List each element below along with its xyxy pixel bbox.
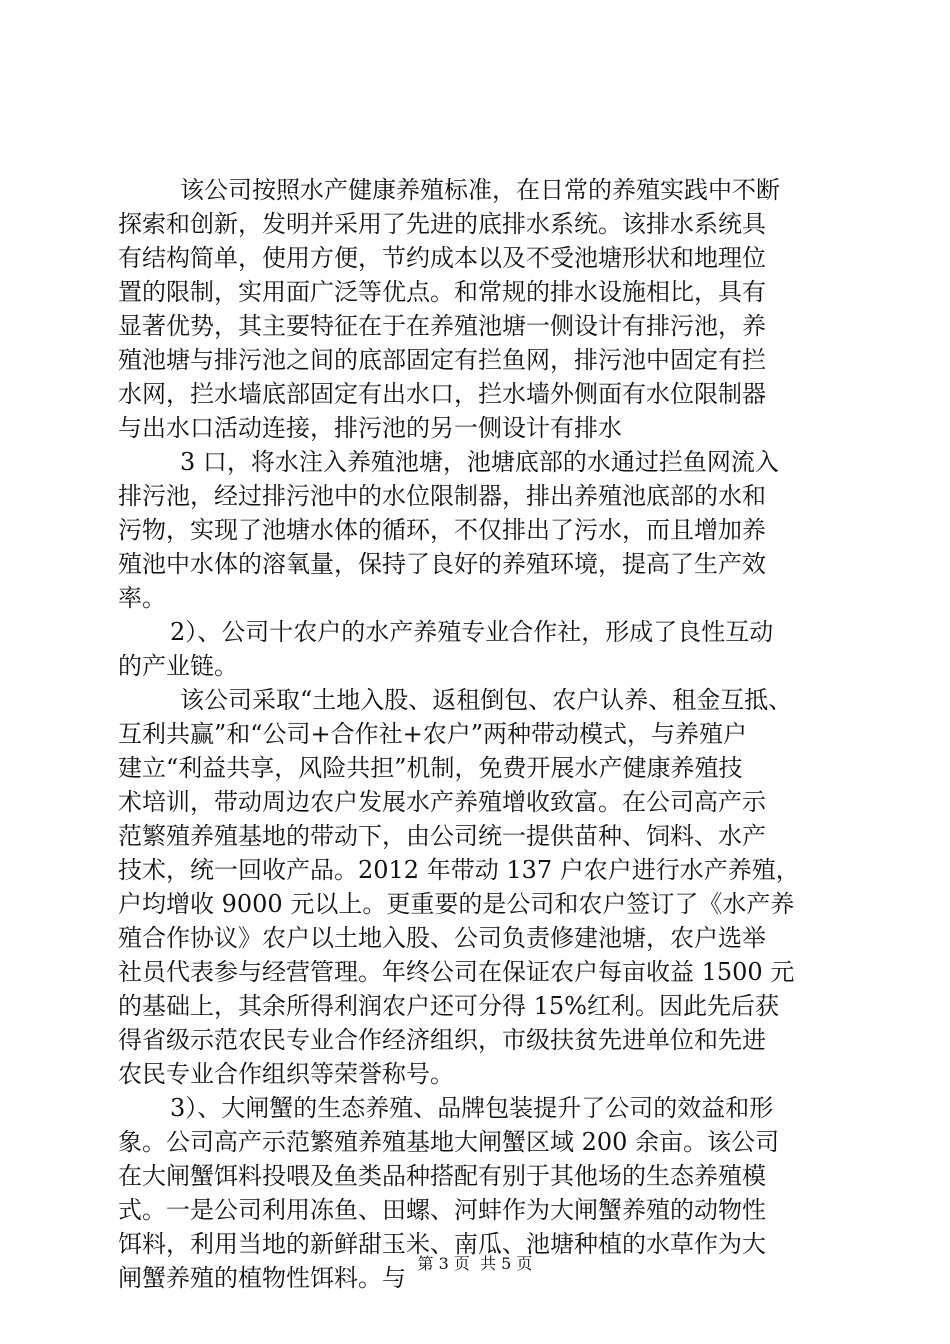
text-line: 殖池中水体的溶氧量，保持了良好的养殖环境，提高了生产效 bbox=[118, 550, 766, 578]
text-line: 户均增收 9000 元以上。更重要的是公司和农户签订了《水产养 bbox=[118, 890, 795, 918]
text-line: 社员代表参与经营管理。年终公司在保证农户每亩收益 1500 元 bbox=[118, 958, 795, 986]
text-line: 探索和创新，发明并采用了先进的底排水系统。该排水系统具 bbox=[118, 210, 766, 238]
text-line: 殖合作协议》农户以土地入股、公司负责修建池塘，农户选举 bbox=[118, 924, 766, 952]
text-line: 有结构简单，使用方便，节约成本以及不受池塘形状和地理位 bbox=[118, 244, 766, 272]
text-line: 闸蟹养殖的植物性饵料。与 bbox=[118, 1264, 406, 1292]
text-line: 术培训，带动周边农户发展水产养殖增收致富。在公司高产示 bbox=[118, 788, 766, 816]
text-line: 该公司采取“土地入股、返租倒包、农户认养、租金互抵、 bbox=[180, 686, 793, 714]
text-line: 得省级示范农民专业合作经济组织，市级扶贫先进单位和先进 bbox=[118, 1026, 766, 1054]
text-line: 与出水口活动连接，排污池的另一侧设计有排水 bbox=[118, 414, 622, 442]
text-line: 排污池，经过排污池中的水位限制器，排出养殖池底部的水和 bbox=[118, 482, 766, 510]
text-line: 互利共赢”和“公司+合作社+农户”两种带动模式，与养殖户 bbox=[118, 720, 748, 748]
text-line: 象。公司高产示范繁殖养殖基地大闸蟹区域 200 余亩。该公司 bbox=[118, 1128, 780, 1156]
text-line: 饵料，利用当地的新鲜甜玉米、南瓜、池塘种植的水草作为大 bbox=[118, 1230, 766, 1258]
text-line: 水网，拦水墙底部固定有出水口，拦水墙外侧面有水位限制器 bbox=[118, 380, 766, 408]
text-line: 建立“利益共享，风险共担”机制，免费开展水产健康养殖技 bbox=[118, 754, 743, 782]
text-line: 农民专业合作组织等荣誉称号。 bbox=[118, 1060, 454, 1088]
text-line: 在大闸蟹饵料投喂及鱼类品种搭配有别于其他场的生态养殖模 bbox=[118, 1162, 766, 1190]
text-line: 率。 bbox=[118, 584, 166, 612]
text-line: 范繁殖养殖基地的带动下，由公司统一提供苗种、饲料、水产 bbox=[118, 822, 766, 850]
text-line: 式。一是公司利用冻鱼、田螺、河蚌作为大闸蟹养殖的动物性 bbox=[118, 1196, 766, 1224]
section-heading-2: 2）、公司十农户的水产养殖专业合作社，形成了良性互动 bbox=[170, 618, 774, 646]
text-line: 的产业链。 bbox=[118, 652, 238, 680]
text-line: 殖池塘与排污池之间的底部固定有拦鱼网，排污池中固定有拦 bbox=[118, 346, 766, 374]
text-line: 显著优势，其主要特征在于在养殖池塘一侧设计有排污池，养 bbox=[118, 312, 766, 340]
section-heading-3: 3）、大闸蟹的生态养殖、品牌包装提升了公司的效益和形 bbox=[170, 1094, 774, 1122]
text-line: 置的限制，实用面广泛等优点。和常规的排水设施相比，具有 bbox=[118, 278, 766, 306]
text-line: 污物，实现了池塘水体的循环，不仅排出了污水，而且增加养 bbox=[118, 516, 766, 544]
text-line: 的基础上，其余所得利润农户还可分得 15%红利。因此先后获 bbox=[118, 992, 779, 1020]
text-line: 该公司按照水产健康养殖标准，在日常的养殖实践中不断 bbox=[180, 176, 780, 204]
text-line: 3 口，将水注入养殖池塘，池塘底部的水通过拦鱼网流入 bbox=[180, 448, 779, 476]
text-line: 技术，统一回收产品。2012 年带动 137 户农户进行水产养殖， bbox=[118, 856, 800, 884]
page-number-footer: 第 3 页 共 5 页 bbox=[417, 1254, 533, 1273]
